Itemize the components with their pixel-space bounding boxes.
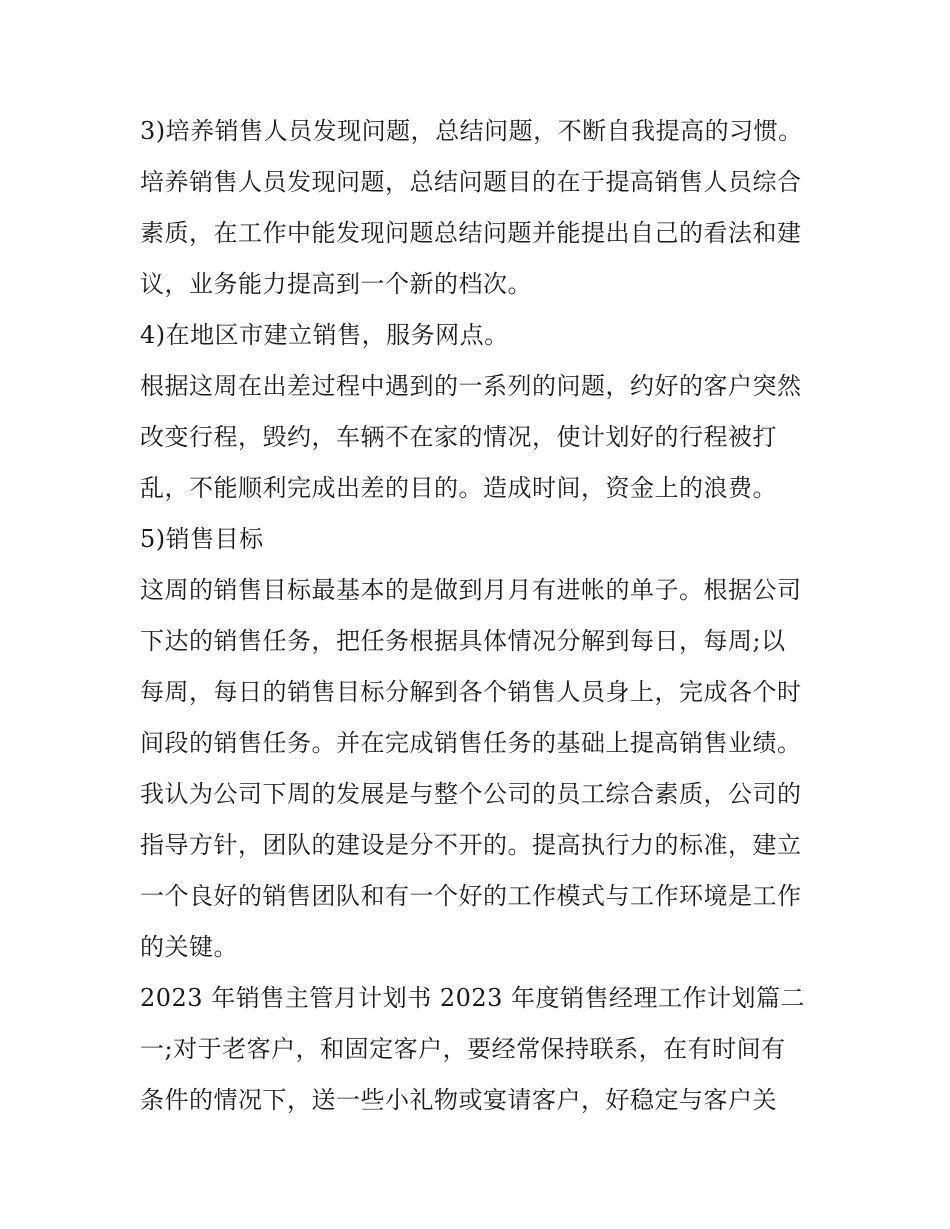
text-line: 3)培养销售人员发现问题，总结问题，不断自我提高的习惯。 (140, 117, 803, 145)
text-line: 一个良好的销售团队和有一个好的工作模式与工作环境是工作 (140, 882, 802, 910)
text-line: 议，业务能力提高到一个新的档次。 (140, 270, 532, 298)
text-line: 一;对于老客户，和固定客户，要经常保持联系，在有时间有 (140, 1035, 786, 1063)
text-line: 的关键。 (140, 933, 238, 961)
text-line: 间段的销售任务。并在完成销售任务的基础上提高销售业绩。 (140, 729, 802, 757)
text-line: 培养销售人员发现问题，总结问题目的在于提高销售人员综合 (140, 168, 802, 196)
text-line: 素质，在工作中能发现问题总结问题并能提出自己的看法和建 (140, 219, 802, 247)
text-line: 指导方针，团队的建设是分不开的。提高执行力的标准，建立 (140, 831, 802, 859)
text-line: 这周的销售目标最基本的是做到月月有进帐的单子。根据公司 (140, 576, 802, 604)
text-line: 2023 年销售主管月计划书 2023 年度销售经理工作计划篇二 (140, 984, 806, 1012)
text-line: 我认为公司下周的发展是与整个公司的员工综合素质，公司的 (140, 780, 802, 808)
text-line: 根据这周在出差过程中遇到的一系列的问题，约好的客户突然 (140, 372, 802, 400)
text-line: 每周，每日的销售目标分解到各个销售人员身上，完成各个时 (140, 678, 802, 706)
text-line: 5)销售目标 (140, 525, 264, 553)
text-line: 改变行程，毁约，车辆不在家的情况，使计划好的行程被打 (140, 423, 777, 451)
text-line: 条件的情况下，送一些小礼物或宴请客户，好稳定与客户关 (140, 1086, 777, 1114)
document-body (140, 106, 820, 1126)
text-line: 乱，不能顺利完成出差的目的。造成时间，资金上的浪费。 (140, 474, 777, 502)
text-line: 4)在地区市建立销售，服务网点。 (140, 321, 509, 349)
text-line: 下达的销售任务，把任务根据具体情况分解到每日，每周;以 (140, 627, 786, 655)
